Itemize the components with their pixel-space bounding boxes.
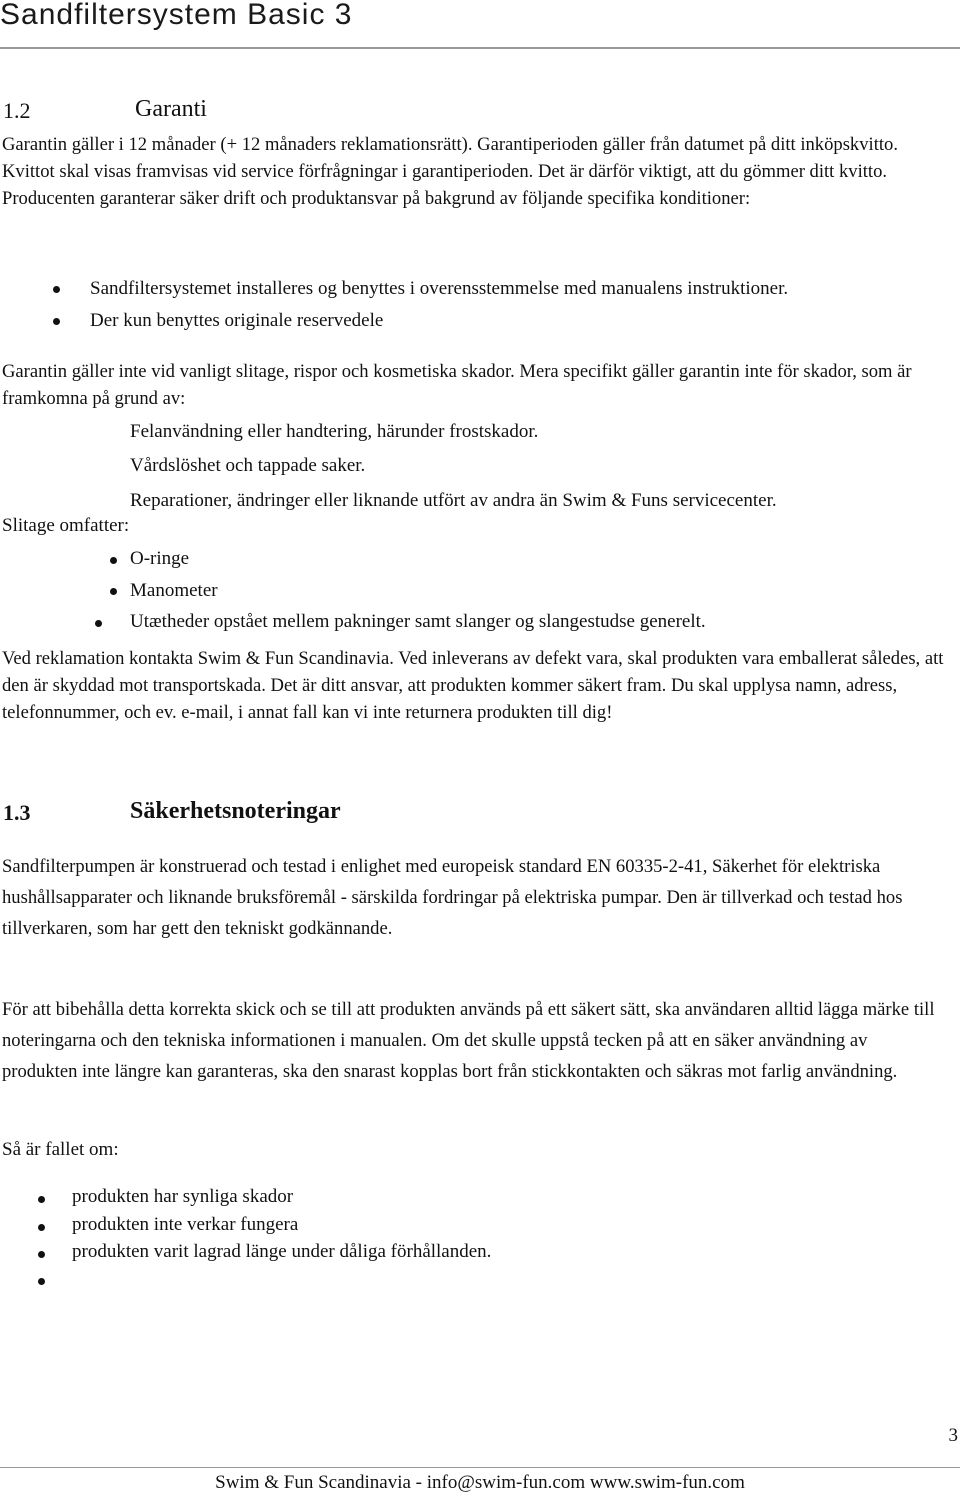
document-title: Sandfiltersystem Basic 3 — [0, 0, 353, 31]
cases-intro: Så är fallet om: — [2, 1139, 119, 1160]
safety-paragraph: Sandfilterpumpen är konstruerad och testad i enlighet med europeisk standard EN 60335-2-41, Säkerhet för elektriska hushållsapparater och liknande bruksföremål - särskilda fordringar på elektriska pumpar. Den är tillverkad och testad hos tillverkaren, som har gett den tekniskt godkännande. — [2, 856, 903, 939]
bullet-icon — [38, 1224, 45, 1231]
bullet-icon — [110, 557, 117, 564]
section-heading: Garanti — [135, 96, 207, 122]
list-item: produkten varit lagrad länge under dåliga förhållanden. — [72, 1241, 492, 1262]
bullet-icon — [38, 1251, 45, 1258]
header-divider — [0, 47, 960, 49]
list-item: Der kun benyttes originale reservedele — [90, 310, 384, 331]
page-number: 3 — [948, 1425, 958, 1446]
bullet-icon — [38, 1278, 45, 1285]
list-item: produkten har synliga skador — [72, 1186, 294, 1207]
bullet-icon — [110, 588, 117, 595]
list-item: Felanvändning eller handtering, härunder frostskador. — [130, 421, 539, 442]
warranty-intro-paragraph: Garantin gäller i 12 månader (+ 12 månaders reklamationsrätt). Garantiperioden gäller från datumet på ditt inköpskvitto. Kvittot skal visas framvisas vid service förfrågningar i garantiperioden. Det är därför viktigt, att du gömmer ditt kvitto. Producenten garanterar säker drift och produktansvar på bakgrund av följande specifika konditioner: — [2, 134, 898, 209]
list-item: Vårdslöshet och tappade saker. — [130, 455, 366, 476]
bullet-icon — [38, 1196, 45, 1203]
list-item: Reparationer, ändringer eller liknande utfört av andra än Swim & Funs servicecenter. — [130, 490, 777, 511]
section-number: 1.3 — [3, 800, 31, 825]
exclusions-paragraph: Garantin gäller inte vid vanligt slitage, rispor och kosmetiska skador. Mera specifikt gäller garantin inte för skador, som är framkomna på grund av: — [2, 361, 912, 409]
list-item: Manometer — [130, 580, 218, 601]
bullet-icon — [53, 318, 60, 325]
bullet-icon — [95, 620, 102, 627]
list-item: O-ringe — [130, 548, 190, 569]
wear-label: Slitage omfatter: — [2, 515, 130, 536]
section-heading: Säkerhetsnoteringar — [130, 798, 341, 824]
footer-text: Swim & Fun Scandinavia - info@swim-fun.com www.swim-fun.com — [215, 1472, 745, 1493]
list-item: Sandfiltersystemet installeres og benyttes i overensstemmelse med manualens instruktioner. — [90, 278, 789, 299]
safety-paragraph: För att bibehålla detta korrekta skick och se till att produkten används på ett säkert sätt, ska användaren alltid lägga märke till noteringarna och den tekniska informationen i manualen. Om det skulle uppstå tecken på att en säker användning av produkten inte längre kan garanteras, ska den snarast kopplas bort från stickkontakten och säkras mot farlig användning. — [2, 999, 935, 1082]
section-number: 1.2 — [3, 98, 31, 123]
footer-divider — [0, 1467, 960, 1468]
list-item: Utætheder opstået mellem pakninger samt slanger og slangestudse generelt. — [130, 611, 706, 632]
bullet-icon — [53, 286, 60, 293]
complaint-paragraph: Ved reklamation kontakta Swim & Fun Scandinavia. Ved inleverans av defekt vara, skal produkten vara emballerat således, att den är skyddad mot transportskada. Det är ditt ansvar, att produkten kommer säkert fram. Du skal upplysa namn, adress, telefonnummer, och ev. e-mail, i annat fall kan vi inte returnera produkten till dig! — [2, 648, 944, 723]
list-item: produkten inte verkar fungera — [72, 1214, 299, 1235]
